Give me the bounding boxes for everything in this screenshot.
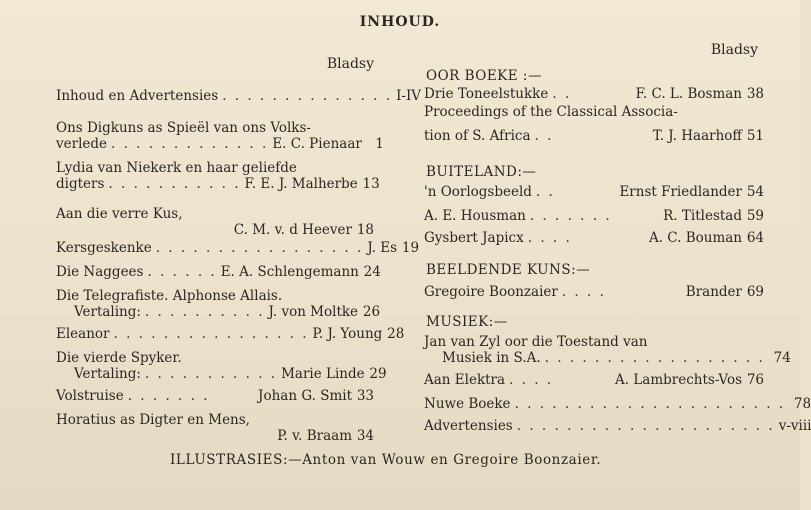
entry-title: 'n Oorlogsbeeld [424,184,532,200]
leader-dots: . . . . . . . . . . . . . [111,136,269,152]
toc-entry [56,206,374,238]
entry-title: Gysbert Japicx [424,230,524,246]
entry-page: 69 [746,284,764,300]
toc-entry [56,160,380,192]
entry-page: 54 [746,184,764,200]
toc-entry [424,396,811,412]
toc-entry [56,412,374,444]
entry-title: Proceedings of the Classical Associa- [424,104,678,120]
entry-author: Marie Linde [281,366,365,382]
entry-title-cont: digters [56,176,105,192]
entry-page: 28 [387,326,405,342]
entry-author: E. C. Pienaar [272,136,362,152]
entry-title-cont: verlede [56,136,108,152]
entry-title-cont: Vertaling: [74,304,141,320]
entry-title: Jan van Zyl oor die Toestand van [424,334,648,350]
toc-entry [56,240,420,256]
toc-entry [56,288,381,320]
section-heading: BEELDENDE KUNS:— [426,262,591,278]
illustrations-credit: ILLUSTRASIES:—Anton van Wouw en Gregoire Boonzaier. [170,452,602,468]
leader-dots: . . . . . . . . . . . . . . . . . . . . . . [514,396,786,412]
entry-title: Die Telegrafiste. Alphonse Allais. [56,288,283,304]
section-heading: OOR BOEKE :— [426,68,542,84]
entry-page: 78 [793,396,811,412]
page-title: INHOUD. [359,14,441,30]
entry-author: A. Lambrechts-Vos [615,372,742,388]
entry-author: J. von Moltke [268,304,359,320]
toc-entry [424,334,791,366]
page-column-header-left: Bladsy [326,56,374,72]
toc-entry [56,388,374,404]
entry-author: F. E. J. Malherbe [244,176,358,192]
leader-dots: . . . . . . . [529,208,612,224]
entry-page: 1 [375,136,384,152]
entry-author: R. Titlestad [663,208,742,224]
entry-page: 19 [401,240,420,256]
leader-dots: . . . . [509,372,554,388]
entry-title: Aan Elektra [424,372,506,388]
entry-author: F. C. L. Bosman [635,86,742,102]
entry-author: E. A. Schlengemann [220,264,359,280]
entry-page: 59 [746,208,764,224]
leader-dots: . . . . [527,230,572,246]
leader-dots: . . . . . . [147,264,217,280]
leader-dots: . . [534,128,554,144]
entry-author: A. C. Bouman [648,230,742,246]
toc-entry [424,284,764,300]
entry-page: 38 [746,86,764,102]
leader-dots: . . . . . . . . . . . . . . . . . . [544,350,765,366]
leader-dots: . . [535,184,555,200]
toc-entry [56,326,405,342]
entry-page: 76 [746,372,764,388]
section-heading: BUITELAND:— [426,164,537,180]
leader-dots: . . . . . . . . . . . [144,366,278,382]
entry-title: Eleanor [56,326,110,342]
leader-dots: . . . . . . . . . . . . . . [222,88,393,104]
entry-title: Nuwe Boeke [424,396,511,412]
entry-title-cont: Musiek in S.A. [442,350,541,366]
entry-title: Die vierde Spyker. [56,350,182,366]
leader-dots: . . . . . . . . . . . . . . . . . . . . . [516,418,775,434]
toc-entry [56,264,381,280]
entry-page: 13 [362,176,380,192]
entry-page: 24 [363,264,381,280]
entry-title: Lydia van Niekerk en haar geliefde [56,160,297,176]
section-heading: MUSIEK:— [426,314,508,330]
entry-author: P. v. Braam [277,428,352,444]
entry-author: Johan G. Smit [258,388,352,404]
entry-title: Drie Toneelstukke [424,86,549,102]
entry-author: Brander [685,284,742,300]
leader-dots: . . [552,86,572,102]
entry-page: 29 [369,366,387,382]
entry-title: Inhoud en Advertensies [56,88,219,104]
entry-title-cont: Vertaling: [74,366,141,382]
entry-page: 51 [746,128,764,144]
leader-dots: . . . . . . . [127,388,210,404]
toc-entry [424,230,764,246]
entry-page: v-viii [778,418,811,434]
leader-dots: . . . . . . . . . . [144,304,265,320]
entry-title-cont: tion of S. Africa [424,128,531,144]
entry-title: Aan die verre Kus, [56,206,183,222]
entry-title: Volstruise [56,388,124,404]
entry-page: 34 [356,428,374,444]
entry-page: 74 [773,350,791,366]
entry-title: A. E. Housman [424,208,526,224]
entry-author: Ernst Friedlander [619,184,742,200]
entry-page: 26 [362,304,381,320]
page-column-header-right: Bladsy [710,42,758,58]
entry-page: 18 [356,222,374,238]
toc-entry [424,86,764,102]
entry-title: Gregoire Boonzaier [424,284,558,300]
entry-title: Die Naggees [56,264,144,280]
toc-entry [424,104,764,144]
toc-entry [56,350,387,382]
entry-author: P. J. Young [312,326,383,342]
entry-title: Kersgeskenke [56,240,152,256]
entry-page: I-IV [396,88,422,104]
leader-dots: . . . . [561,284,606,300]
toc-entry [424,418,811,434]
leader-dots: . . . . . . . . . . . . . . . . . [155,240,364,256]
entry-title: Horatius as Digter en Mens, [56,412,250,428]
leader-dots: . . . . . . . . . . . . . . . . [113,326,309,342]
entry-page: 33 [356,388,374,404]
leader-dots: . . . . . . . . . . . [108,176,241,192]
toc-entry [56,120,384,152]
toc-entry [424,208,764,224]
entry-author: J. Es [367,240,398,256]
toc-entry [56,88,422,104]
toc-entry [424,372,764,388]
entry-title: Ons Digkuns as Spieël van ons Volks- [56,120,311,136]
entry-title: Advertensies [424,418,513,434]
entry-author: C. M. v. d Heever [233,222,352,238]
entry-page: 64 [746,230,764,246]
entry-author: T. J. Haarhoff [652,128,742,144]
toc-entry [424,184,764,200]
